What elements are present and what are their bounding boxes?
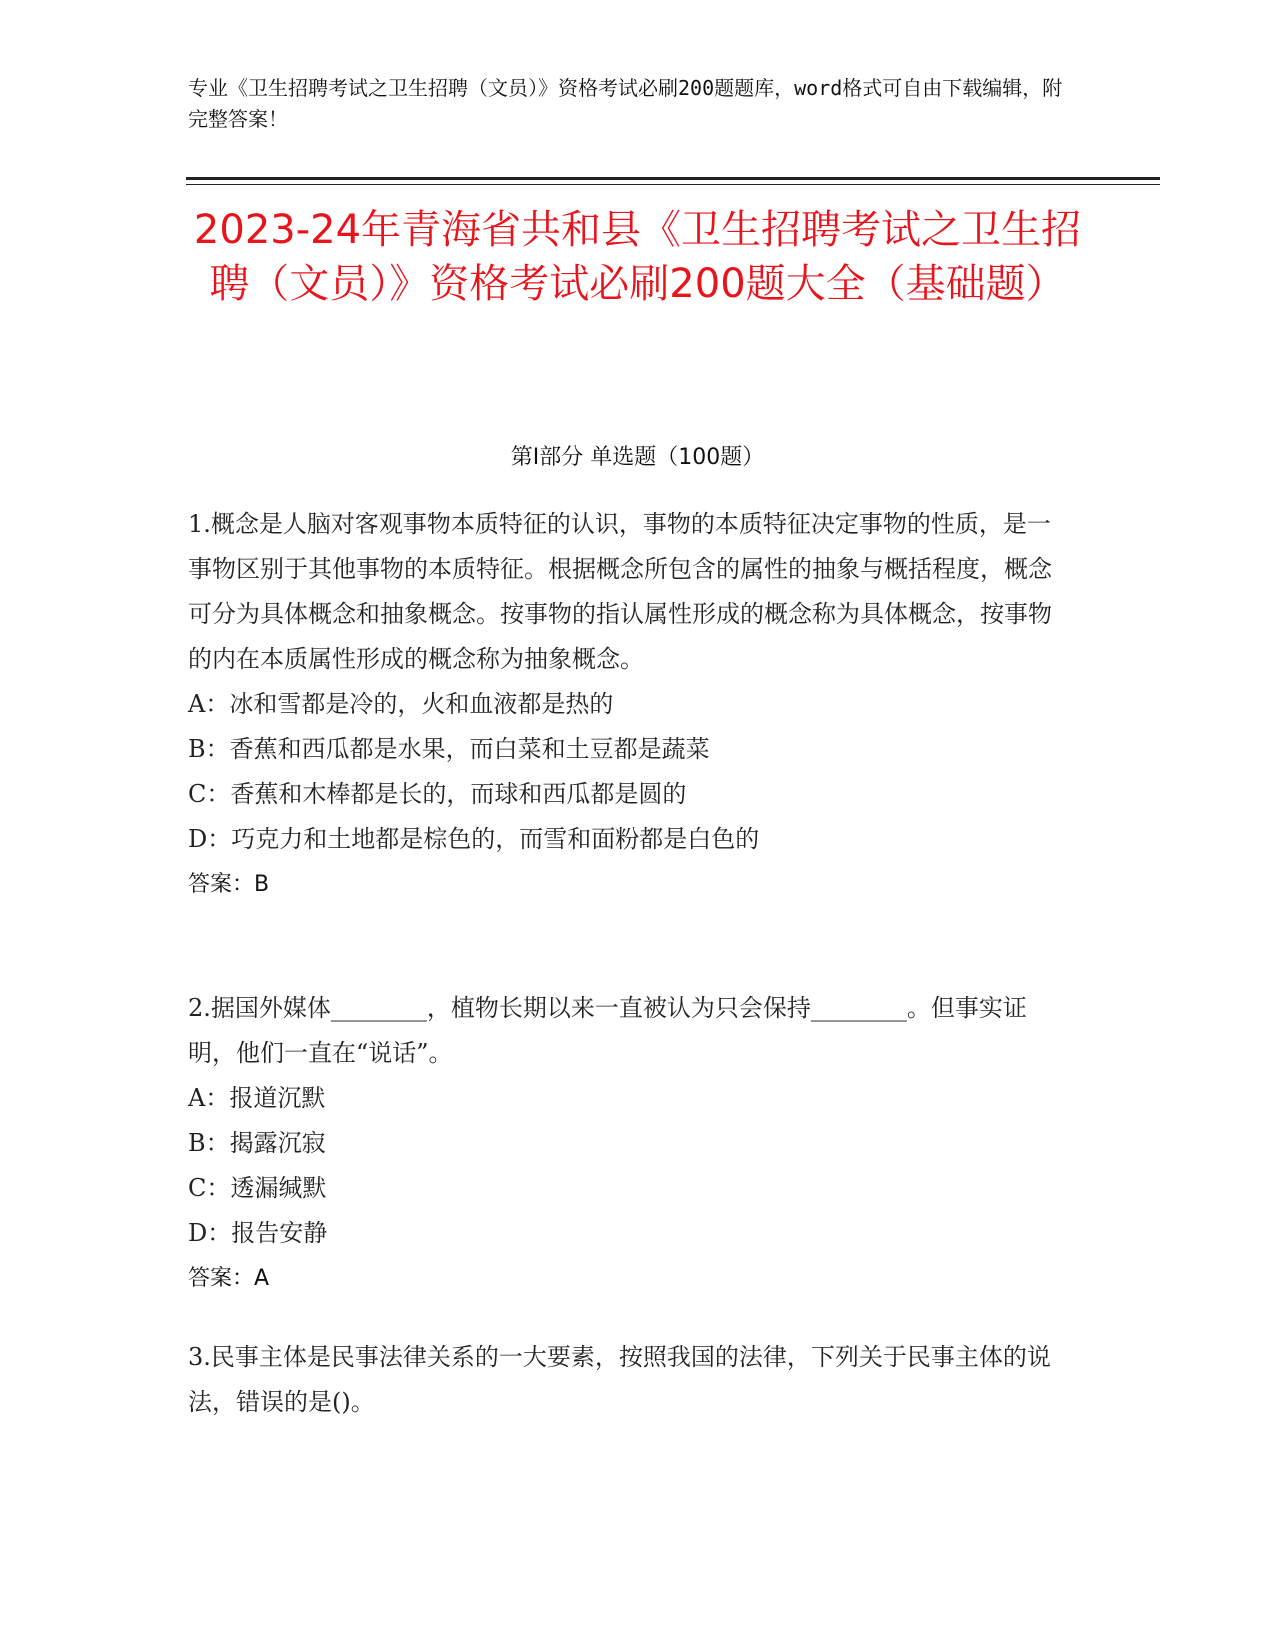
answer: 答案：A	[188, 1266, 270, 1291]
question-stem: 3.民事主体是民事法律关系的一大要素，按照我国的法律，下列关于民事主体的说法，错误的是()。	[188, 1343, 1051, 1416]
option-b: B：揭露沉寂	[188, 1129, 326, 1157]
option-d: D：巧克力和土地都是棕色的，而雪和面粉都是白色的	[188, 825, 760, 853]
header-divider-thin	[186, 184, 1160, 185]
option-b: B：香蕉和西瓜都是水果，而白菜和土豆都是蔬菜	[188, 735, 710, 763]
header-note: 专业《卫生招聘考试之卫生招聘（文员）》资格考试必刷200题题库，word格式可自由下载编辑，附完整答案！	[188, 76, 1063, 131]
option-a: A：冰和雪都是冷的，火和血液都是热的	[188, 690, 614, 718]
header-divider-thick	[186, 177, 1160, 180]
document-title: 2023-24年青海省共和县《卫生招聘考试之卫生招聘（文员）》资格考试必刷200题大全（基础题）	[193, 207, 1082, 307]
answer: 答案：B	[188, 872, 270, 897]
option-c: C：透漏缄默	[188, 1174, 327, 1202]
question-2	[188, 986, 1068, 1301]
option-a: A：报道沉默	[188, 1084, 326, 1112]
question-stem: 1.概念是人脑对客观事物本质特征的认识，事物的本质特征决定事物的性质，是一事物区别于其他事物的本质特征。根据概念所包含的属性的抽象与概括程度，概念可分为具体概念和抽象概念。按事物的指认属性形成的概念称为具体概念，按事物的内在本质属性形成的概念称为抽象概念。	[188, 510, 1052, 673]
section-heading: 第Ⅰ部分 单选题（100题）	[510, 445, 765, 470]
question-stem: 2.据国外媒体________，植物长期以来一直被认为只会保持________。但事实证明，他们一直在“说话”。	[188, 994, 1027, 1067]
question-3	[188, 1335, 1068, 1425]
option-c: C：香蕉和木棒都是长的，而球和西瓜都是圆的	[188, 780, 687, 808]
option-d: D：报告安静	[188, 1219, 328, 1247]
question-1	[188, 502, 1068, 907]
